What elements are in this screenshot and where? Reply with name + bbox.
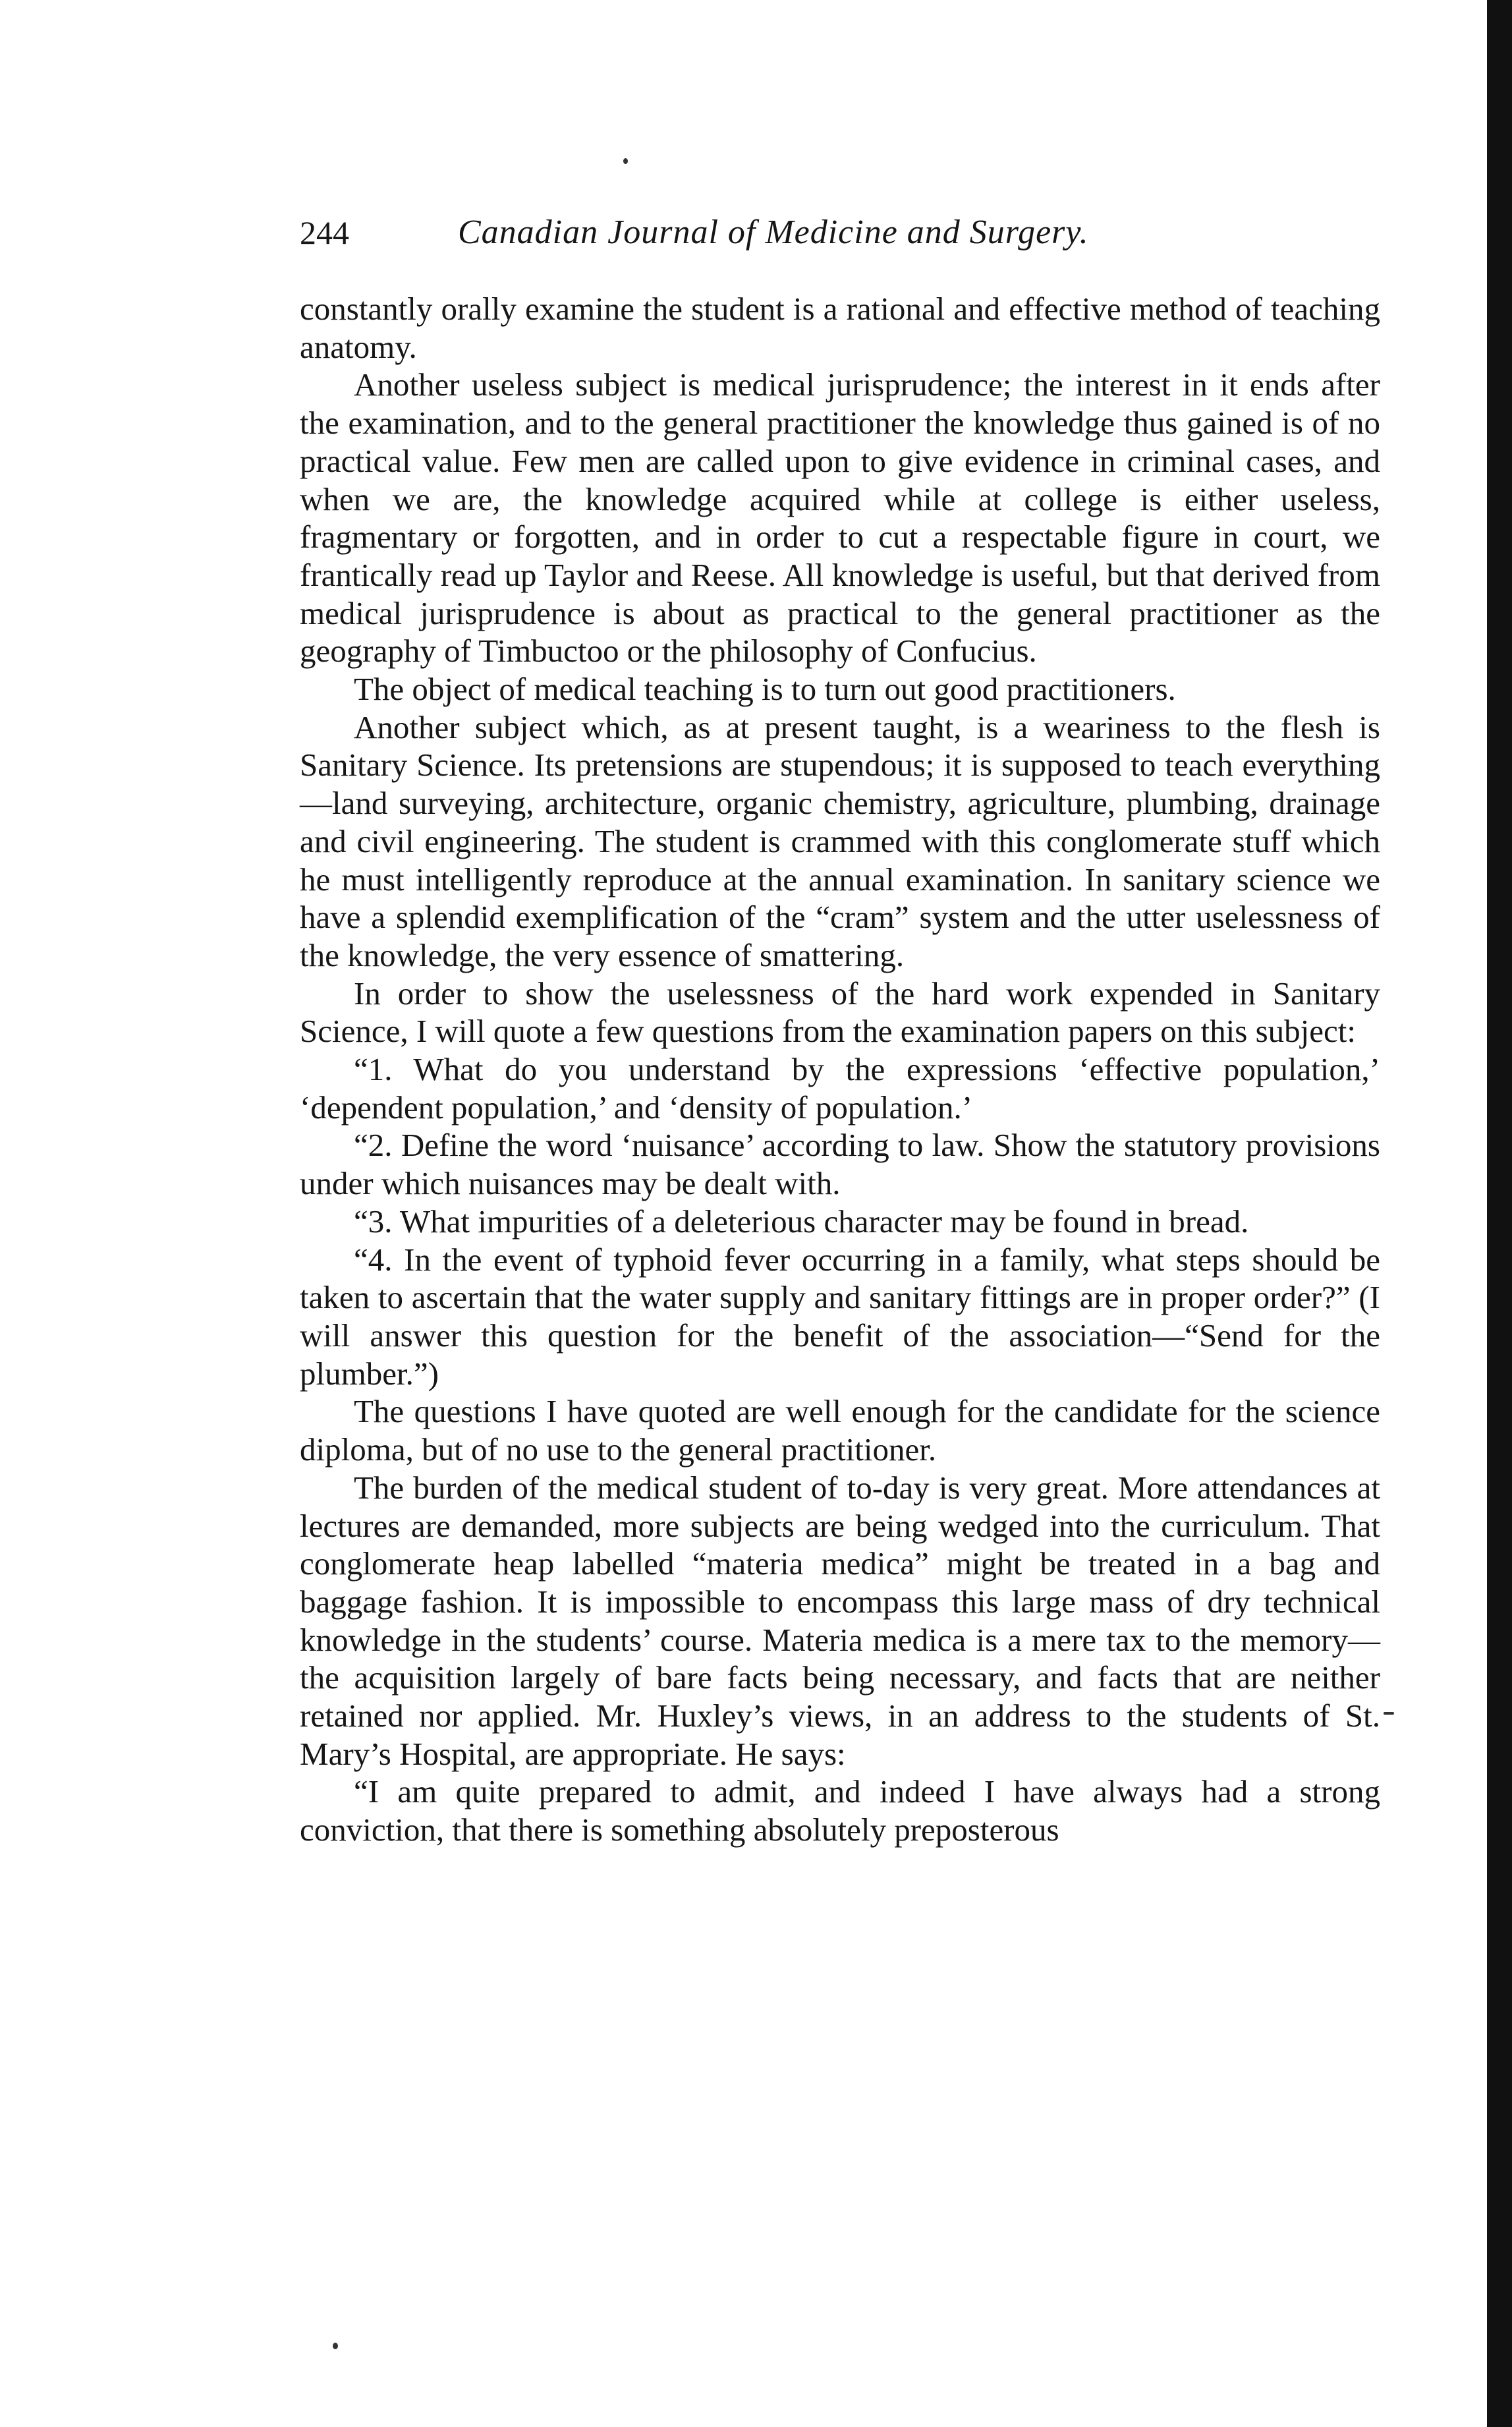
running-head [300, 210, 1377, 256]
paragraph: The burden of the medical student of to-day is very great. More attendances at lectures are demanded, more subjects are being wedged into the curriculum. That conglomerate heap labelled “materia medica” might be treated in a bag and baggage fashion. It is impossible to encompass this large mass of dry technical knowledge in the students’ course. Materia medica is a mere tax to the memory—the acquisition largely of bare facts being necessary, and facts that are neither retained nor applied. Mr. Huxley’s views, in an address to the students of St. Mary’s Hospital, are appropriate. He says: [300, 1469, 1380, 1772]
paragraph: Another useless subject is medical jurisprudence; the interest in it ends after the examination, and to the general practitioner the knowledge thus gained is of no practical value. Few men are called upon to give evidence in criminal cases, and when we are, the knowledge acquired while at college is either useless, fragmentary or forgotten, and in order to cut a respectable figure in court, we frantically read up Taylor and Reese. All knowledge is useful, but that derived from medical jurisprudence is about as practical to the general practitioner as the geography of Timbuctoo or the philosophy of Confucius. [300, 366, 1380, 670]
page-number: 244 [300, 214, 349, 251]
quoted-question: “2. Define the word ‘nuisance’ according to law. Show the statutory provisions under which nuisances may be dealt with. [300, 1127, 1380, 1202]
page-edge-shadow [1487, 0, 1512, 2427]
quoted-question: “3. What impurities of a deleterious character may be found in bread. [354, 1203, 1249, 1240]
paragraph: constantly orally examine the student is a rational and effective method of teaching anatomy. [300, 291, 1380, 365]
article-body [300, 290, 1380, 1849]
paragraph: The questions I have quoted are well enough for the candidate for the science diploma, but of no use to the general practitioner. [300, 1393, 1380, 1468]
quoted-passage: “I am quite prepared to admit, and indeed I have always had a strong conviction, that there is something absolutely preposterous [300, 1773, 1380, 1848]
ink-speck [623, 158, 628, 164]
quoted-question: “1. What do you understand by the expressions ‘effective population,’ ‘dependent population,’ and ‘density of population.’ [300, 1051, 1380, 1126]
ink-speck [333, 2343, 338, 2349]
journal-title: Canadian Journal of Medicine and Surgery. [458, 214, 1089, 251]
paragraph: Another subject which, as at present taught, is a weariness to the flesh is Sanitary Science. Its pretensions are stupendous; it is supposed to teach everything—land surveying, architecture, organic chemistry, agriculture, plumbing, drainage and civil engineering. The student is crammed with this conglomerate stuff which he must intelligently reproduce at the annual examination. In sanitary science we have a splendid exemplification of the “cram” system and the utter uselessness of the knowledge, the very essence of smattering. [300, 708, 1380, 973]
quoted-question: “4. In the event of typhoid fever occurring in a family, what steps should be taken to ascertain that the water supply and sanitary fittings are in proper order?” (I will answer this question for the benefit of the association—“Send for the plumber.”) [300, 1241, 1380, 1392]
paragraph: In order to show the uselessness of the hard work expended in Sanitary Science, I will quote a few questions from the examination papers on this subject: [300, 975, 1380, 1050]
ink-speck [1384, 1712, 1394, 1715]
paragraph: The object of medical teaching is to turn out good practitioners. [354, 671, 1176, 708]
